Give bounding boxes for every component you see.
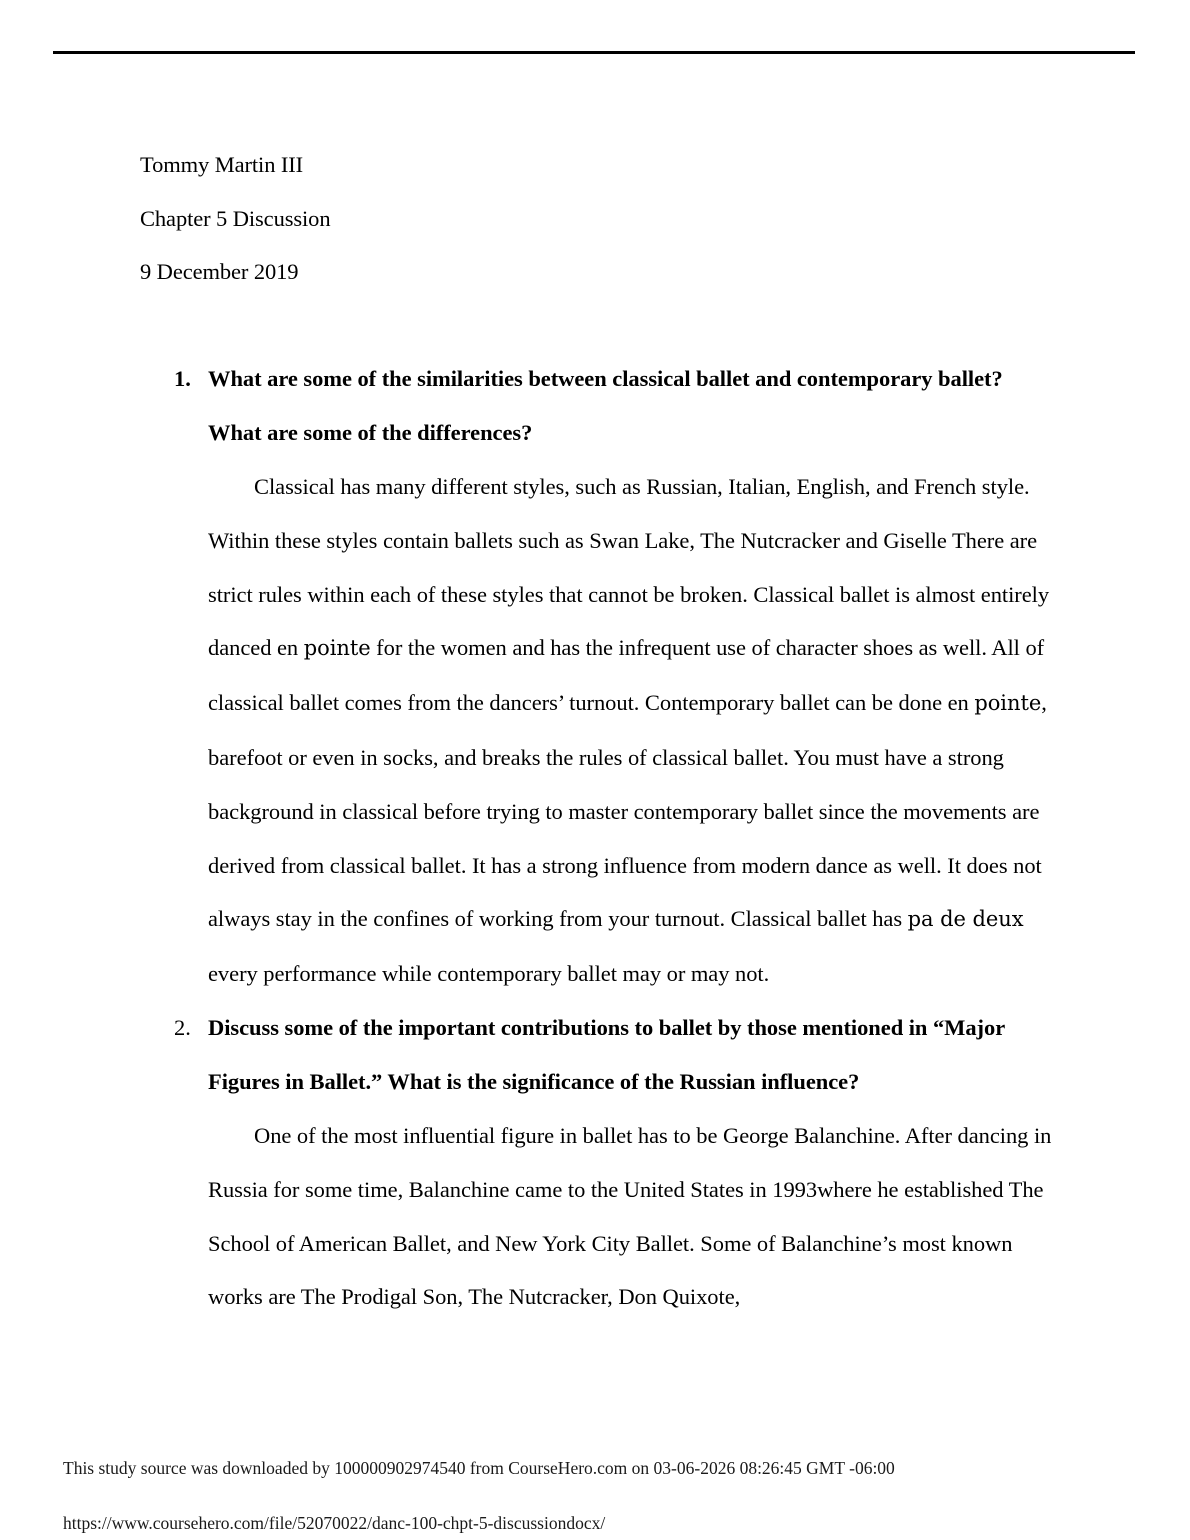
submission-date: 9 December 2019 [140, 259, 299, 284]
question-1-heading-line-2: What are some of the differences? [208, 420, 533, 445]
list-marker-1: 1. [174, 366, 191, 391]
question-1-heading-line-1: What are some of the similarities between classical ballet and contemporary ballet? [208, 366, 1003, 391]
answer-1-part-c: , barefoot or even in socks, and breaks the rules of classical ballet. You must have a strong background in classical before trying to master contemporary ballet since the movements are derived from classical ballet. It has a strong influence from modern dance as well. It does not always stay in the confines of working from your turnout. Classical ballet has [208, 690, 1047, 932]
question-1-answer [208, 460, 1062, 1001]
question-item-2 [0, 1001, 1190, 1324]
question-2-heading-line-2: Figures in Ballet.” What is the significance of the Russian influence? [208, 1068, 860, 1094]
coursehero-watermark [63, 1455, 1123, 1481]
answer-1-term-pointe-a: pointe [303, 636, 371, 661]
answer-1-part-d: every performance while contemporary ballet may or may not. [208, 961, 770, 987]
question-1-heading [208, 352, 1062, 460]
answer-1-part-a: Classical has many different styles, such as Russian, Italian, English, and French style. Within these styles contain ballets such as Swan Lake, The Nutcracker and Giselle There are strict rules within each of these styles that cannot be broken. Classical ballet is almost entirely danced en [208, 474, 1050, 661]
question-2-answer [208, 1109, 1062, 1324]
question-2-heading [208, 1001, 1062, 1109]
author-name: Tommy Martin III [140, 152, 304, 177]
question-item-1 [0, 352, 1190, 1001]
question-2-heading-line-1: Discuss some of the important contributions to ballet by those mentioned in “Major [208, 1014, 1006, 1040]
header-divider-rule [53, 51, 1135, 54]
download-attribution: This study source was downloaded by 100000902974540 from CourseHero.com on 03-06-2026 08:26:45 GMT -06:00 [63, 1458, 895, 1478]
assignment-title: Chapter 5 Discussion [140, 205, 331, 231]
answer-1-term-pointe-b: pointe [974, 691, 1042, 716]
answer-1-term-pa-de-deux: pa de deux [907, 907, 1024, 932]
document-heading-block [140, 138, 840, 299]
question-list [0, 352, 1190, 1324]
answer-1-part-b: for the women and has the infrequent use of character shoes as well. All of classical ballet comes from the dancers’ turnout. Contemporary ballet can be done en [208, 635, 1045, 716]
source-url: https://www.coursehero.com/file/52070022/danc-100-chpt-5-discussiondocx/ [63, 1513, 606, 1533]
answer-2-text: One of the most influential figure in ballet has to be George Balanchine. After dancing in Russia for some time, Balanchine came to the United States in 1993where he established The School of American Ballet, and New York City Ballet. Some of Balanchine’s most known works are The Prodigal Son, The Nutcracker, Don Quixote, [208, 1122, 1052, 1310]
list-marker-2: 2. [174, 1014, 191, 1040]
